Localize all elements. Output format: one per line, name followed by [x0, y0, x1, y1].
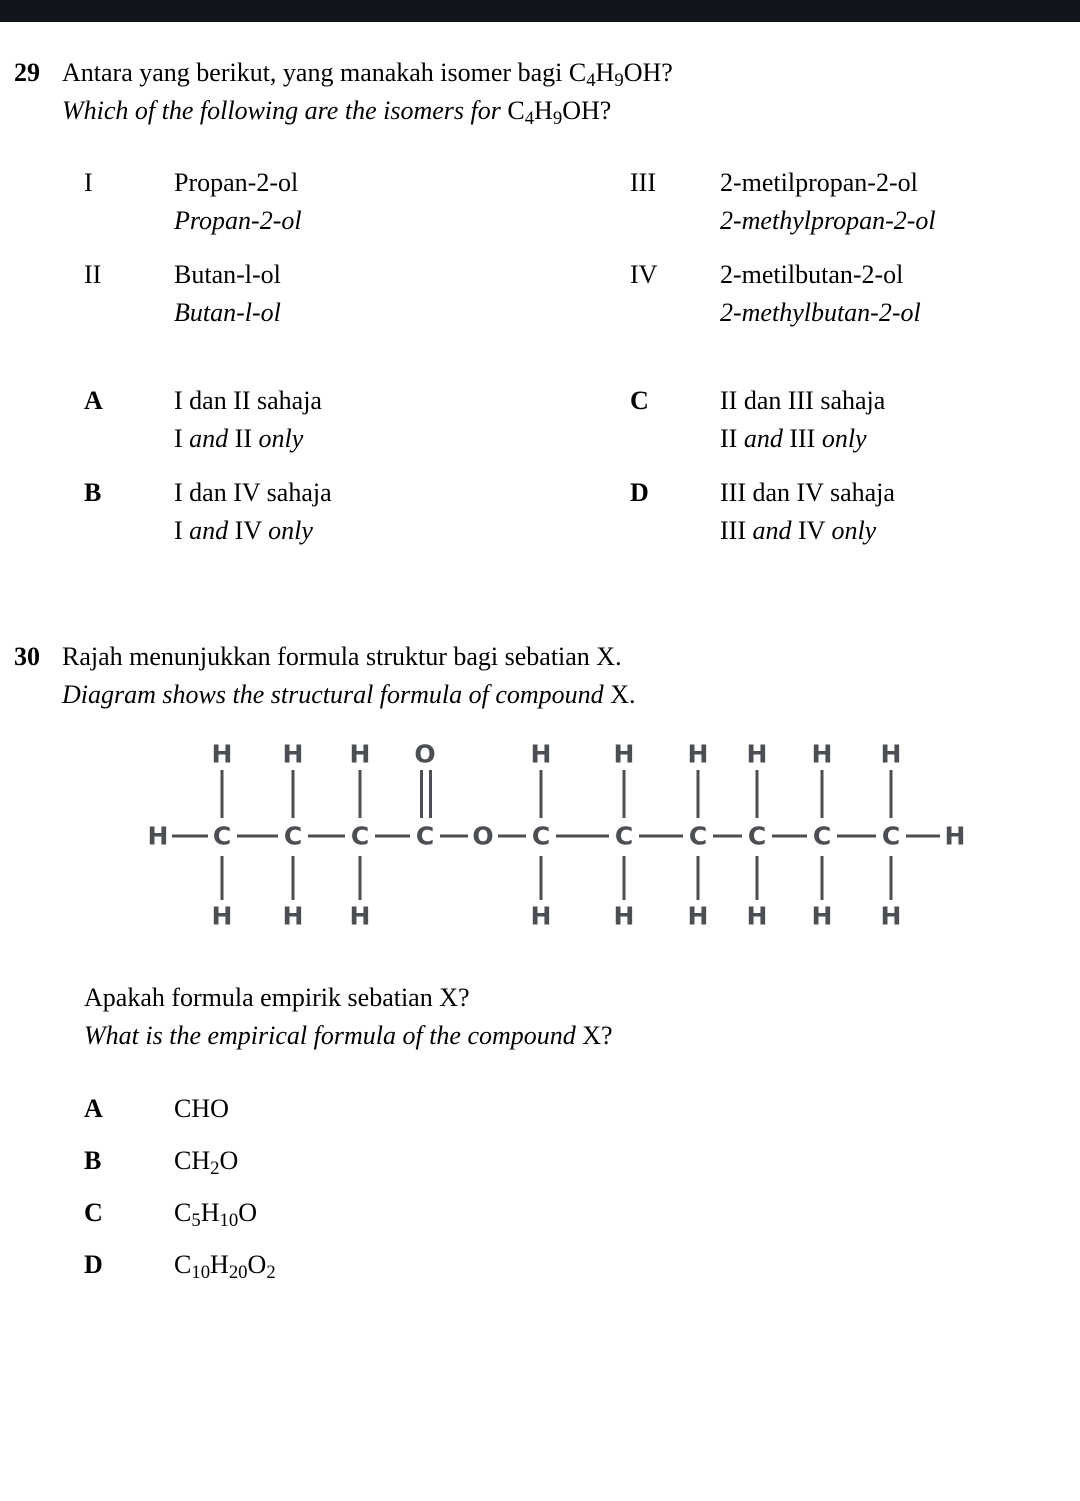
- question-30-options: [0, 1091, 1080, 1283]
- atom-top-h-4: H: [530, 739, 552, 769]
- bond-vertical-top-7: [756, 770, 759, 818]
- question-29: [0, 54, 1080, 566]
- option-d-english-and: and: [752, 516, 792, 545]
- bond-vertical-top-1: [221, 770, 224, 818]
- atom-backbone-c-9: C: [812, 821, 832, 851]
- atom-backbone-c-7: C: [688, 821, 708, 851]
- atom-bottom-h-5: H: [613, 901, 635, 931]
- roman-item-i: [84, 164, 608, 240]
- option-b-q30-formula: $CH_2O$: [174, 1146, 239, 1180]
- roman-item-i-english: Propan-2-ol: [174, 206, 302, 235]
- question-30-prompt-malay: Apakah formula empirik sebatian X?: [84, 983, 470, 1012]
- question-30-prompt: [0, 979, 1080, 1055]
- bond-vertical-top-6: [697, 770, 700, 818]
- atom-top-h-7: H: [746, 739, 768, 769]
- atom-backbone-o-ester: O: [472, 821, 494, 851]
- atom-top-h-1: H: [211, 739, 233, 769]
- atom-bottom-h-7: H: [746, 901, 768, 931]
- option-c-q30[interactable]: [84, 1195, 1080, 1231]
- option-d[interactable]: [630, 474, 1080, 550]
- atom-backbone-c-3: C: [350, 821, 370, 851]
- question-30-prompt-english: [84, 1017, 1080, 1055]
- bond-horizontal-10: [772, 835, 807, 838]
- atom-backbone-h-left: H: [147, 821, 169, 851]
- bond-vertical-bottom-7: [756, 856, 759, 900]
- option-d-q30-label: D: [84, 1250, 103, 1279]
- atom-bottom-h-2: H: [282, 901, 304, 931]
- structural-formula-diagram: [0, 726, 1080, 941]
- atom-bottom-h-4: H: [530, 901, 552, 931]
- roman-item-i-malay: Propan-2-ol: [174, 168, 299, 197]
- atom-bottom-h-8: H: [811, 901, 833, 931]
- bond-vertical-top-9: [890, 770, 893, 818]
- bond-vertical-bottom-4: [540, 856, 543, 900]
- option-a-q30-label: A: [84, 1094, 103, 1123]
- question-30-stem-english-text: Diagram shows the structural formula of compound: [62, 680, 611, 709]
- option-d-english-prefix: III: [720, 516, 753, 545]
- roman-item-ii-malay: Butan-l-ol: [174, 260, 281, 289]
- bond-vertical-bottom-2: [292, 856, 295, 900]
- question-29-stem-malay: [62, 54, 1080, 92]
- question-29-roman-column-right: [608, 164, 1080, 348]
- option-a-q30-formula: CHO: [174, 1094, 229, 1123]
- question-29-stem-english-text: Which of the following are the isomers for: [62, 96, 508, 125]
- atom-top-h-2: H: [282, 739, 304, 769]
- question-29-header: [0, 54, 1080, 130]
- option-d-english-only: only: [831, 516, 877, 545]
- atom-top-h-8: H: [811, 739, 833, 769]
- roman-item-iii-english: 2-methylpropan-2-ol: [720, 206, 936, 235]
- question-30-stem-english: [62, 676, 1080, 714]
- question-30-header: [0, 638, 1080, 714]
- option-c-english: [720, 420, 1080, 458]
- atom-backbone-c-6: C: [614, 821, 634, 851]
- atom-bottom-h-1: H: [211, 901, 233, 931]
- atom-top-h-5: H: [613, 739, 635, 769]
- bond-vertical-bottom-3: [359, 856, 362, 900]
- atom-bottom-h-6: H: [687, 901, 709, 931]
- option-c-english-mid: III: [782, 424, 822, 453]
- question-30-stem-malay: Rajah menunjukkan formula struktur bagi sebatian X.: [62, 642, 622, 671]
- exam-page: [0, 22, 1080, 1299]
- question-29-stem-english: [62, 92, 1080, 130]
- roman-item-ii-english: Butan-l-ol: [174, 298, 281, 327]
- roman-item-iv-label: IV: [630, 260, 658, 289]
- option-b-malay: I dan IV sahaja: [174, 478, 332, 507]
- roman-item-iii: [630, 164, 1080, 240]
- atom-backbone-c-2: C: [283, 821, 303, 851]
- roman-item-iii-malay: 2-metilpropan-2-ol: [720, 168, 918, 197]
- atom-top-o-carbonyl: O: [414, 739, 436, 769]
- option-b-english-prefix: I: [174, 516, 190, 545]
- roman-item-iii-label: III: [630, 168, 656, 197]
- option-d-label: D: [630, 478, 649, 507]
- atom-bottom-h-9: H: [880, 901, 902, 931]
- option-b-q30[interactable]: [84, 1143, 1080, 1179]
- atom-top-h-6: H: [687, 739, 709, 769]
- option-c-english-and: and: [743, 424, 783, 453]
- bond-double-top-b: [429, 770, 432, 818]
- bond-vertical-bottom-1: [221, 856, 224, 900]
- atom-top-h-9: H: [880, 739, 902, 769]
- option-b-english-only: only: [268, 516, 313, 545]
- option-c[interactable]: [630, 382, 1080, 458]
- option-c-malay: II dan III sahaja: [720, 386, 886, 415]
- option-b-english: [174, 512, 608, 550]
- bond-vertical-bottom-9: [890, 856, 893, 900]
- question-29-number: 29: [14, 58, 40, 87]
- option-b-q30-label: B: [84, 1146, 102, 1175]
- roman-item-ii: [84, 256, 608, 332]
- option-d-q30[interactable]: [84, 1247, 1080, 1283]
- option-a-english-prefix: I: [174, 424, 190, 453]
- bond-vertical-bottom-5: [623, 856, 626, 900]
- question-30-prompt-english-text: What is the empirical formula of the compound: [84, 1021, 583, 1050]
- bond-horizontal-4: [375, 835, 410, 838]
- bond-horizontal-5: [440, 835, 468, 838]
- atom-backbone-c-4-carbonyl: C: [415, 821, 435, 851]
- option-d-malay: III dan IV sahaja: [720, 478, 895, 507]
- atom-bottom-h-3: H: [349, 901, 371, 931]
- roman-item-i-label: I: [84, 168, 93, 197]
- atom-top-h-3: H: [349, 739, 371, 769]
- bond-horizontal-9: [713, 835, 742, 838]
- bond-vertical-top-5: [623, 770, 626, 818]
- option-a-q30[interactable]: [84, 1091, 1080, 1127]
- bond-horizontal-1: [172, 835, 208, 838]
- option-c-english-prefix: II: [720, 424, 744, 453]
- bond-vertical-top-2: [292, 770, 295, 818]
- option-b-english-and: and: [189, 516, 229, 545]
- option-a-english-and: and: [189, 424, 229, 453]
- atom-backbone-c-1: C: [212, 821, 232, 851]
- option-b-english-mid: IV: [228, 516, 269, 545]
- question-29-stem-malay-text: Antara yang berikut, yang manakah isomer bagi: [62, 58, 569, 87]
- roman-item-iv-malay: 2-metilbutan-2-ol: [720, 260, 904, 289]
- option-c-q30-formula: $C_5H_{10}O$: [174, 1198, 257, 1232]
- question-29-options-column-right: [608, 382, 1080, 566]
- bond-horizontal-12: [906, 835, 940, 838]
- roman-item-iv: [630, 256, 1080, 332]
- question-30-number: 30: [14, 642, 40, 671]
- question-30-stem-english-x: X.: [610, 680, 636, 709]
- bond-vertical-bottom-6: [697, 856, 700, 900]
- question-29-formula-english: $C_4H_9OH$?: [507, 96, 612, 130]
- question-30-prompt-english-x: X?: [582, 1021, 613, 1050]
- option-b[interactable]: [84, 474, 608, 550]
- roman-item-ii-label: II: [84, 260, 102, 289]
- bond-horizontal-3: [308, 835, 345, 838]
- option-a-english-only: only: [258, 424, 304, 453]
- option-c-label: C: [630, 386, 649, 415]
- bond-horizontal-2: [237, 835, 278, 838]
- question-29-options-column-left: [0, 382, 608, 566]
- option-a-malay: I dan II sahaja: [174, 386, 322, 415]
- option-a-english: [174, 420, 608, 458]
- question-29-roman-column-left: [0, 164, 608, 348]
- option-a-label: A: [84, 386, 103, 415]
- option-d-english: [720, 512, 1080, 550]
- bond-horizontal-6: [498, 835, 526, 838]
- question-29-formula-malay: $C_4H_9OH$?: [568, 58, 673, 92]
- atom-backbone-c-10: C: [881, 821, 901, 851]
- option-d-q30-formula: $C_{10}H_{20}O_2$: [174, 1250, 276, 1284]
- atom-backbone-c-5: C: [531, 821, 551, 851]
- option-c-english-only: only: [821, 424, 867, 453]
- bond-horizontal-8: [639, 835, 683, 838]
- option-c-q30-label: C: [84, 1198, 103, 1227]
- atom-backbone-c-8: C: [747, 821, 767, 851]
- bond-double-top-a: [420, 770, 423, 818]
- top-black-bar: [0, 0, 1080, 22]
- bond-vertical-top-8: [821, 770, 824, 818]
- option-a-english-mid: II: [228, 424, 259, 453]
- bond-vertical-bottom-8: [821, 856, 824, 900]
- question-30: [0, 638, 1080, 1283]
- roman-item-iv-english: 2-methylbutan-2-ol: [720, 298, 921, 327]
- option-b-label: B: [84, 478, 102, 507]
- option-d-english-mid: IV: [791, 516, 832, 545]
- atom-backbone-h-right: H: [944, 821, 966, 851]
- bond-vertical-top-3: [359, 770, 362, 818]
- bond-horizontal-7: [556, 835, 609, 838]
- bond-horizontal-11: [837, 835, 876, 838]
- bond-vertical-top-4: [540, 770, 543, 818]
- question-29-options: [0, 382, 1080, 566]
- option-a[interactable]: [84, 382, 608, 458]
- question-29-roman-items: [0, 164, 1080, 348]
